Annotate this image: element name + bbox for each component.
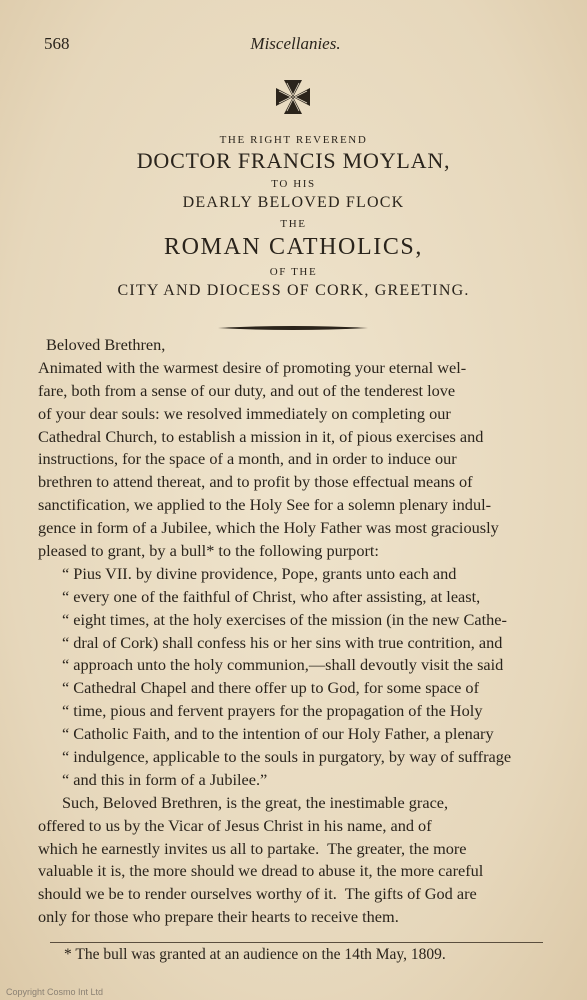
quote-line: “ and this in form of a Jubilee.”: [62, 769, 268, 789]
title-line-6: ROMAN CATHOLICS,: [164, 234, 423, 260]
text-line: only for those who prepare their hearts to receive them.: [38, 907, 399, 927]
salutation: Beloved Brethren,: [46, 335, 166, 354]
text-line: which he earnestly invites us all to partake. The greater, the more: [38, 838, 467, 858]
quote-line: “ every one of the faithful of Christ, who after assisting, at least,: [62, 586, 481, 606]
page-number: 568: [44, 34, 70, 53]
text-line: offered to us by the Vicar of Jesus Christ in his name, and of: [38, 815, 432, 835]
quote-line: “ Catholic Faith, and to the intention of our Holy Father, a plenary: [62, 724, 494, 744]
footnote-rule: [50, 942, 543, 943]
text-line: Animated with the warmest desire of promoting your eternal wel-: [38, 357, 467, 377]
title-line-5: THE: [280, 218, 307, 230]
footnote: * The bull was granted at an audience on the 14th May, 1809.: [64, 946, 446, 963]
text-line: Cathedral Church, to establish a mission in it, of pious exercises and: [38, 426, 484, 446]
title-block: [30, 132, 557, 302]
text-line: pleased to grant, by a bull* to the following purport:: [38, 541, 379, 561]
text-line: gence in form of a Jubilee, which the Holy Father was most graciously: [38, 518, 499, 538]
title-line-7: OF THE: [269, 266, 318, 278]
title-line-8: CITY AND DIOCESS OF CORK, GREETING.: [117, 282, 470, 299]
title-line-1: THE RIGHT REVEREND: [219, 134, 368, 146]
quote-line: “ approach unto the holy communion,—shall devoutly visit the said: [62, 655, 504, 675]
page-header: [44, 34, 547, 58]
quote-line: “ eight times, at the holy exercises of the mission (in the new Cathe-: [62, 609, 507, 629]
title-line-2: DOCTOR FRANCIS MOYLAN,: [136, 148, 451, 173]
title-line-3: TO HIS: [271, 178, 316, 190]
running-head: Miscellanies.: [250, 34, 341, 53]
title-line-4: DEARLY BELOVED FLOCK: [182, 194, 405, 211]
body-text: [38, 334, 544, 929]
text-line: should we be to render ourselves worthy of it. The gifts of God are: [38, 884, 477, 904]
cross-ornament-icon: [274, 78, 312, 116]
text-line: fare, both from a sense of our duty, and out of the tenderest love: [38, 380, 456, 400]
quote-line: “ dral of Cork) shall confess his or her sins with true contrition, and: [62, 632, 503, 652]
quote-line: “ Cathedral Chapel and there offer up to God, for some space of: [62, 678, 479, 698]
text-line: Such, Beloved Brethren, is the great, the inestimable grace,: [62, 792, 449, 812]
ornamental-rule: [218, 325, 368, 331]
text-line: valuable it is, the more should we dread to abuse it, the more careful: [38, 861, 484, 881]
quote-line: “ time, pious and fervent prayers for the propagation of the Holy: [62, 701, 483, 721]
text-line: sanctification, we applied to the Holy See for a solemn plenary indul-: [38, 495, 492, 515]
text-line: of your dear souls: we resolved immediately on completing our: [38, 403, 451, 423]
text-line: instructions, for the space of a month, and in order to induce our: [38, 449, 457, 469]
quote-line: “ Pius VII. by divine providence, Pope, grants unto each and: [62, 563, 457, 583]
quote-line: “ indulgence, applicable to the souls in purgatory, by way of suffrage: [62, 747, 512, 767]
copyright-watermark: Copyright Cosmo Int Ltd: [6, 987, 104, 997]
text-line: brethren to attend thereat, and to profit by those effectual means of: [38, 472, 473, 492]
